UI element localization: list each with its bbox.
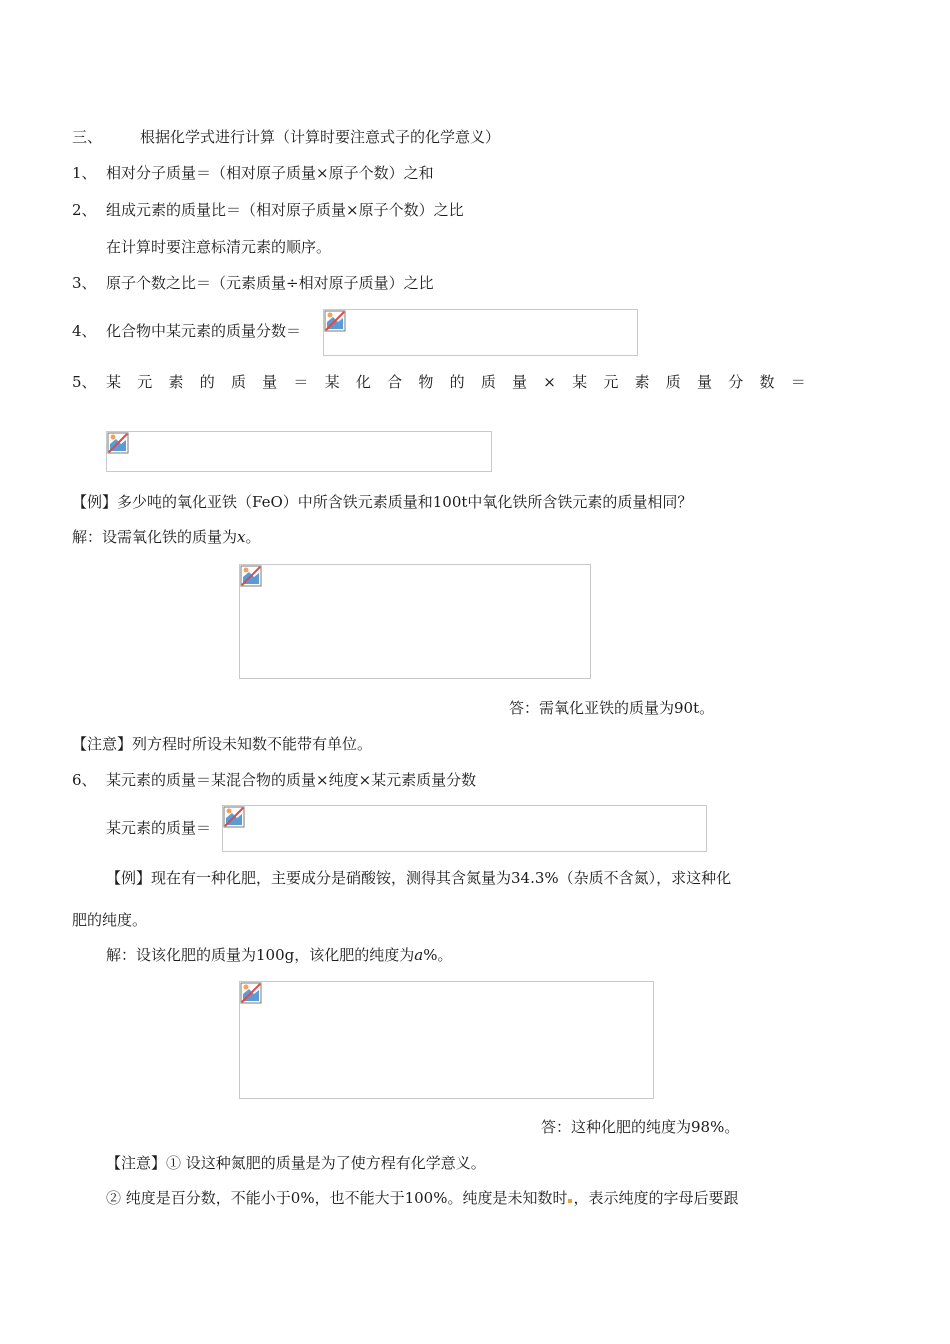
example-2-answer: 答：这种化肥的纯度为98%。 xyxy=(541,1118,740,1136)
solution-image-1 xyxy=(239,564,591,679)
item-2-text: 组成元素的质量比＝（相对原子质量×原子个数）之比 xyxy=(106,201,464,219)
item-1-text: 相对分子质量＝（相对原子质量×原子个数）之和 xyxy=(106,164,434,182)
section-number: 三、 xyxy=(72,128,103,146)
item-5-text: 某 元 素 的 质 量 ＝ 某 化 合 物 的 质 量 × 某 元 素 质 量 分 数 ＝ xyxy=(106,373,806,391)
item-6-text: 某元素的质量＝某混合物的质量×纯度×某元素质量分数 xyxy=(106,771,477,789)
solution-image-2 xyxy=(239,981,654,1099)
example-2-question-line2: 肥的纯度。 xyxy=(72,911,148,929)
item-4-text: 化合物中某元素的质量分数＝ xyxy=(106,322,302,340)
note-2-line2: ② 纯度是百分数，不能小于0%，也不能大于100%。纯度是未知数时 ，表示纯度的字母后要跟 xyxy=(106,1189,739,1207)
item-6-formula-label: 某元素的质量＝ xyxy=(106,819,212,837)
item-6-number: 6、 xyxy=(72,771,97,789)
example-1-solution: 解：设需氧化铁的质量为x。 xyxy=(72,528,261,546)
broken-image-icon xyxy=(223,806,245,828)
item-5-number: 5、 xyxy=(72,373,97,391)
formula-image-element-mass xyxy=(106,431,492,472)
broken-image-icon xyxy=(324,310,346,332)
note-1: 【注意】列方程时所设未知数不能带有单位。 xyxy=(72,735,373,753)
formula-image-purity xyxy=(222,805,707,852)
broken-image-icon xyxy=(107,432,129,454)
example-1-answer: 答：需氧化亚铁的质量为90t。 xyxy=(509,699,715,717)
item-1-number: 1、 xyxy=(72,164,97,182)
section-title: 根据化学式进行计算（计算时要注意式子的化学意义） xyxy=(140,128,501,146)
item-4-number: 4、 xyxy=(72,322,97,340)
item-3-text: 原子个数之比＝（元素质量÷相对原子质量）之比 xyxy=(106,274,434,292)
broken-image-icon xyxy=(240,982,262,1004)
item-2-number: 2、 xyxy=(72,201,97,219)
anchor-marker xyxy=(568,1199,572,1203)
item-2-note: 在计算时要注意标清元素的顺序。 xyxy=(106,238,332,256)
example-2-solution: 解：设该化肥的质量为100g，该化肥的纯度为a%。 xyxy=(106,946,453,964)
formula-image-mass-fraction xyxy=(323,309,638,356)
example-1-question: 【例】多少吨的氧化亚铁（FeO）中所含铁元素质量和100t中氧化铁所含铁元素的质量相同？ xyxy=(72,493,693,511)
example-2-question-line1: 【例】现在有一种化肥，主要成分是硝酸铵，测得其含氮量为34.3%（杂质不含氮），求这种化 xyxy=(106,869,732,887)
item-3-number: 3、 xyxy=(72,274,97,292)
note-2-line1: 【注意】① 设这种氮肥的质量是为了使方程有化学意义。 xyxy=(106,1154,486,1172)
broken-image-icon xyxy=(240,565,262,587)
